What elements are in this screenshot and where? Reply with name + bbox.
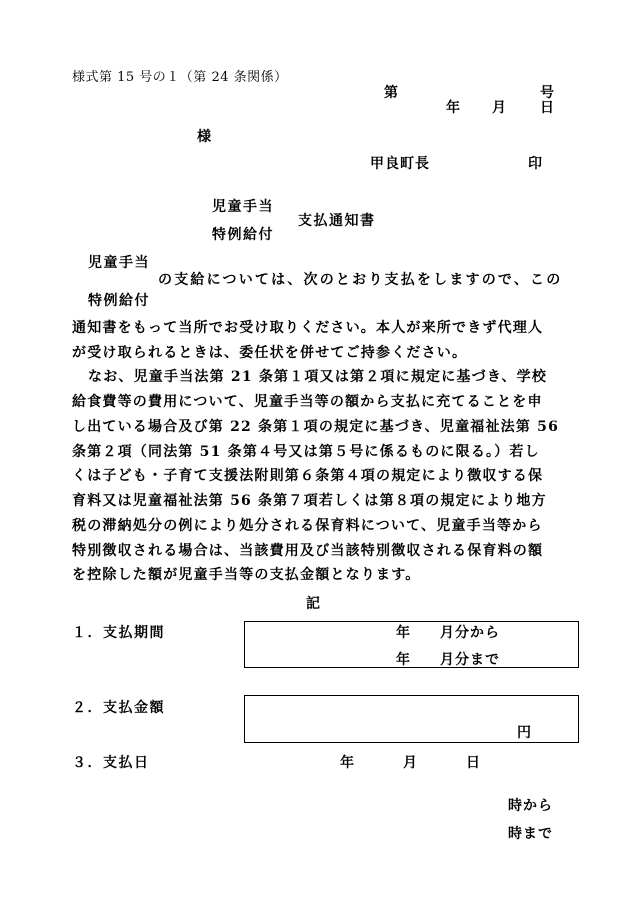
intro-line-2: 通知書をもって当所でお受け取りください。本人が来所できず代理人: [72, 320, 544, 336]
payment-amount-label: ２．支払金額: [72, 700, 165, 716]
document-title: 支払通知書: [298, 213, 376, 229]
note-line: 特別徴収される場合は、当該費用及び当該特別徴収される保育料の額: [72, 543, 544, 559]
document-number-prefix: 第: [384, 85, 398, 101]
note-line: 条第２項（同法第 51 条第４号又は第５号に係るものに限る。）若し: [72, 444, 540, 460]
amount-unit: 円: [517, 725, 531, 741]
seal-mark: 印: [528, 156, 542, 172]
period-from-month: 月分から: [440, 625, 500, 641]
payment-period-box: [244, 621, 579, 668]
intro-special-label: 特例給付: [88, 293, 150, 309]
note-line: 給食費等の費用について、児童手当等の額から支払に充てることを申: [72, 394, 543, 410]
ki-heading: 記: [306, 596, 320, 612]
time-from: 時から: [508, 798, 553, 814]
payment-date-year: 年: [340, 755, 354, 771]
note-line: を控除した額が児童手当等の支払金額となります。: [72, 567, 421, 583]
note-line: し出ている場合及び第 22 条第１項の規定に基づき、児童福祉法第 56: [72, 419, 560, 435]
period-to-year: 年: [396, 652, 410, 668]
note-line: くは子ども・子育て支援法附則第６条第４項の規定により徴収する保: [72, 468, 544, 484]
title-special-benefit: 特例給付: [212, 227, 274, 243]
note-line: なお、児童手当法第 21 条第１項又は第２項に規定に基づき、学校: [88, 369, 548, 385]
header-date-month: 月: [492, 100, 506, 116]
payment-date-label: ３．支払日: [72, 755, 150, 771]
period-from-year: 年: [396, 625, 410, 641]
header-date-day: 日: [540, 100, 554, 116]
payment-amount-box: [244, 695, 579, 743]
intro-line-1: の支給については、次のとおり支払をしますので、この: [158, 272, 563, 288]
issuer-name: 甲良町長: [370, 156, 430, 172]
period-to-month: 月分まで: [440, 652, 500, 668]
note-line: 育料又は児童福祉法第 56 条第７項若しくは第８項の規定により地方: [72, 493, 547, 509]
document-number-suffix: 号: [540, 85, 554, 101]
intro-line-3: が受け取られるときは、委任状を併せてご持参ください。: [72, 345, 468, 361]
intro-allowance-label: 児童手当: [88, 255, 150, 271]
payment-date-day: 日: [466, 755, 480, 771]
note-line: 税の滞納処分の例により処分される保育料について、児童手当等から: [72, 518, 543, 534]
payment-date-month: 月: [403, 755, 417, 771]
header-date-year: 年: [446, 100, 460, 116]
time-to: 時まで: [508, 826, 553, 842]
payment-period-label: １．支払期間: [72, 625, 165, 641]
form-number-label: 様式第 15 号の１（第 24 条関係）: [72, 70, 288, 85]
title-allowance: 児童手当: [212, 199, 274, 215]
addressee-suffix: 様: [197, 129, 211, 145]
